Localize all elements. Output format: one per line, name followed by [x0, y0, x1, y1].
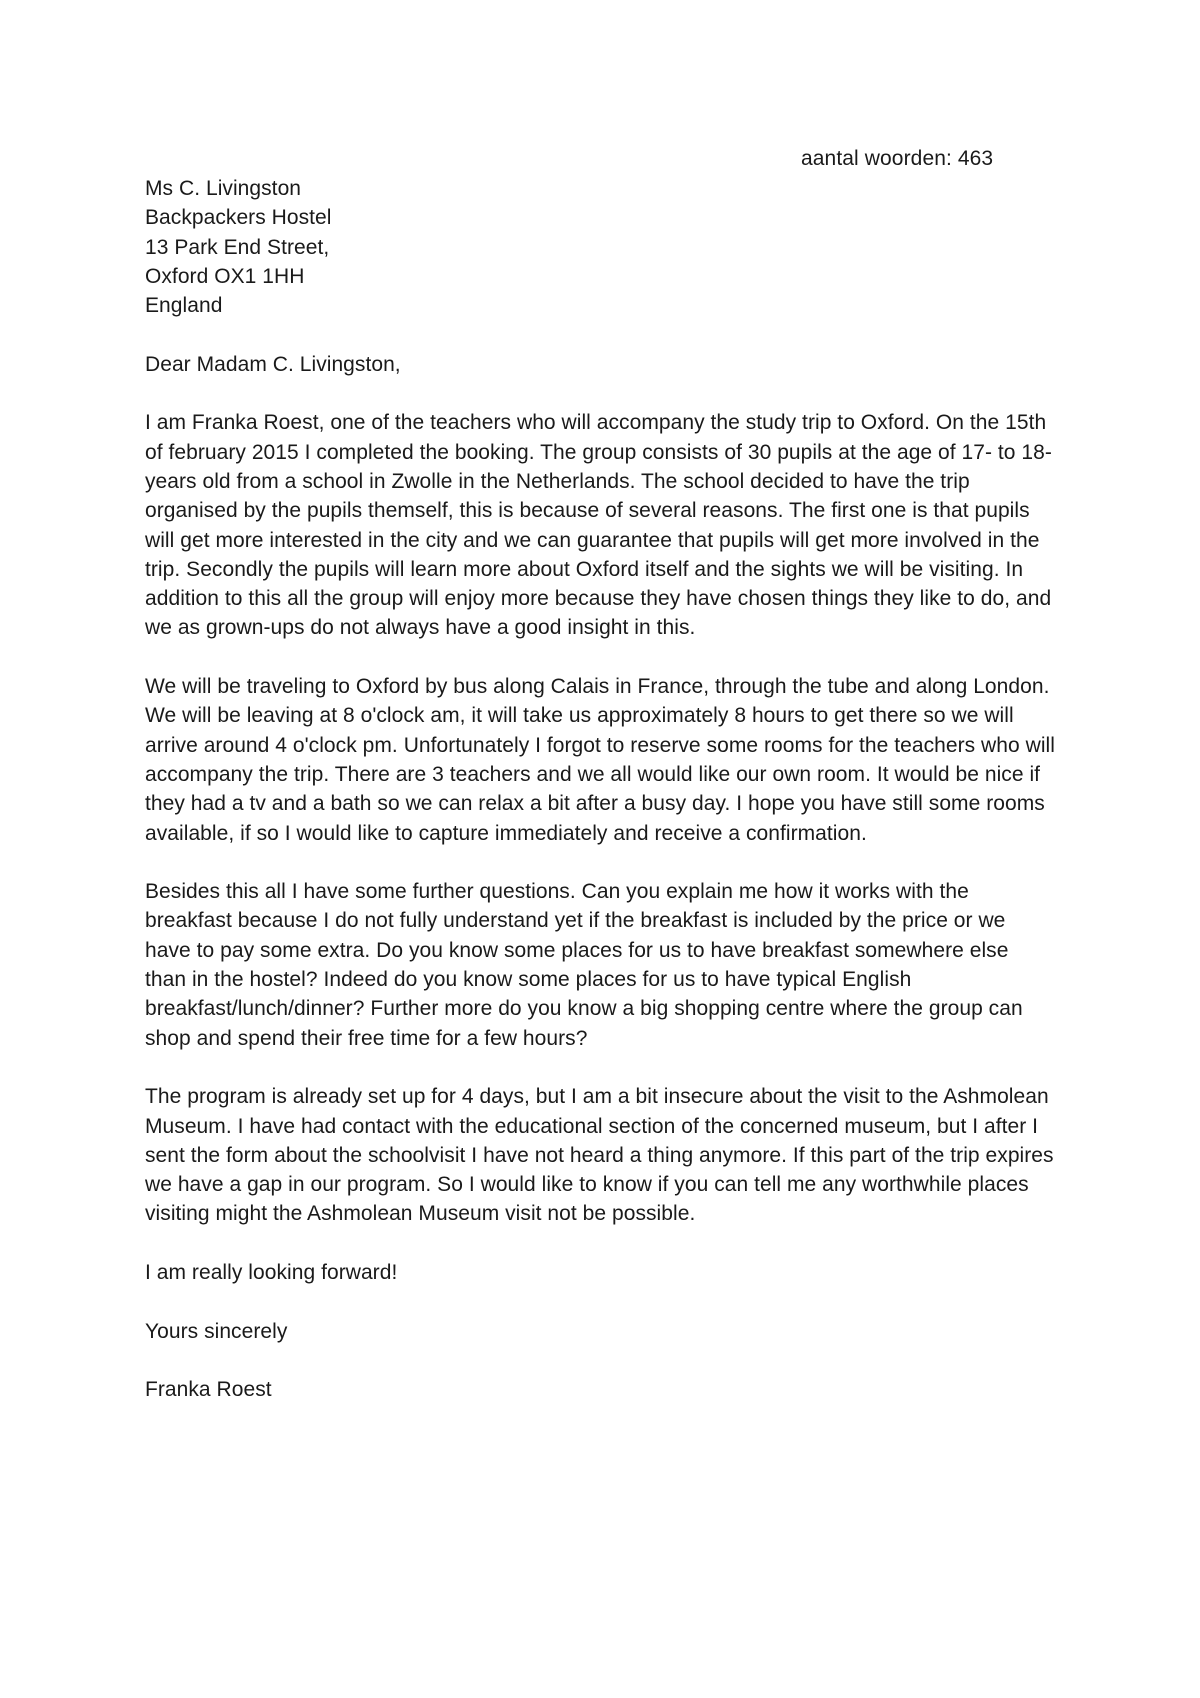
body-paragraph: We will be traveling to Oxford by bus along Calais in France, through the tube and along London. We will be leaving at 8 o'clock am, it will take us approximately 8 hours to get there so we will arrive around 4 o'clock pm. Unfortunately I forgot to reserve some rooms for the teachers who will accompany the trip. There are 3 teachers and we all would like our own room. It would be nice if they had a tv and a bath so we can relax a bit after a busy day. I hope you have still some rooms available, if so I would like to capture immediately and receive a confirmation. — [145, 675, 1055, 845]
recipient-name: Ms C. Livingston — [145, 177, 302, 200]
body-paragraph: I am really looking forward! — [145, 1260, 398, 1284]
word-count: aantal woorden: 463 — [801, 147, 994, 170]
recipient-street: 13 Park End Street, — [145, 235, 330, 259]
body-paragraph: The program is already set up for 4 days, but I am a bit insecure about the visit to the Ashmolean Museum. I have had contact with the educational section of the concerned museum, but I after I sent the form about the schoolvisit I have not heard a thing anymore. If this part of the trip expires we have a gap in our program. So I would like to know if you can tell me any worthwhile places visiting might the Ashmolean Museum visit not be possible. — [145, 1085, 1054, 1226]
closing: Yours sincerely — [145, 1319, 288, 1343]
signature: Franka Roest — [145, 1378, 272, 1402]
body-paragraph: Besides this all I have some further questions. Can you explain me how it works with the breakfast because I do not fully understand yet if the breakfast is included by the price or we have to pay some extra. Do you know some places for us to have breakfast somewhere else than in the hostel? Indeed do you know some places for us to have typical English breakfast/lunch/dinner? Further more do you know a big shopping centre where the group can shop and spend their free time for a few hours? — [145, 880, 1023, 1050]
recipient-organisation: Backpackers Hostel — [145, 206, 332, 230]
salutation: Dear Madam C. Livingston, — [145, 352, 401, 376]
recipient-city-postcode: Oxford OX1 1HH — [145, 264, 305, 288]
body-paragraph: I am Franka Roest, one of the teachers who will accompany the study trip to Oxford. On the 15th of february 2015 I completed the booking. The group consists of 30 pupils at the age of 17- to 18-years old from a school in Zwolle in the Netherlands. The school decided to have the trip organised by the pupils themself, this is because of several reasons. The first one is that pupils will get more interested in the city and we can guarantee that pupils will get more involved in the trip. Secondly the pupils will learn more about Oxford itself and the sights we will be visiting. In addition to this all the group will enjoy more because they have chosen things they like to do, and we as grown-ups do not always have a good insight in this. — [145, 411, 1052, 640]
letter-body — [145, 174, 1055, 1434]
recipient-country: England — [145, 294, 223, 318]
recipient-address — [145, 174, 1055, 320]
